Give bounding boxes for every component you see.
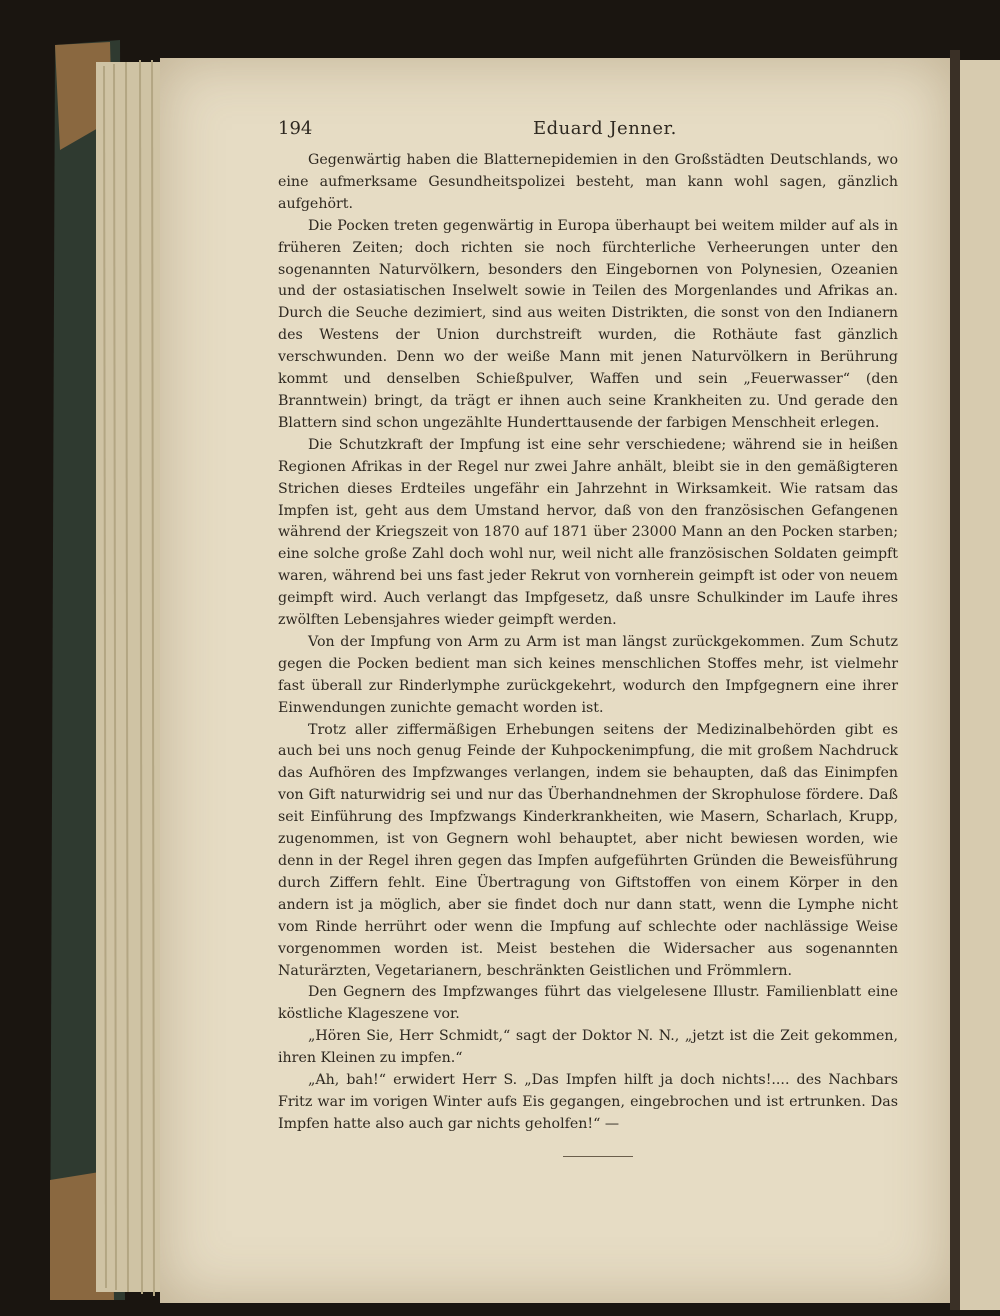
book-page bbox=[160, 58, 950, 1303]
page-number: 194 bbox=[278, 118, 313, 139]
page-text-block bbox=[278, 118, 898, 1157]
gutter bbox=[950, 50, 960, 1310]
paragraph-3: Die Schutzkraft der Impfung ist eine sehr verschiedene; während sie in heißen Regionen Afrikas in der Regel nur zwei Jahre anhält, bleibt sie in den gemäßigteren Strichen dieses Erdteiles ungefähr ein Jahrzehnt in Wirksamkeit. Wie ratsam das Impfen ist, geht aus dem Umstand hervor, daß von den französischen Gefangenen während der Kriegszeit von 1870 auf 1871 über 23000 Mann an den Pocken starben; eine solche große Zahl doch wohl nur, weil nicht alle französischen Soldaten geimpft waren, während bei uns fast jeder Rekrut von vornherein geimpft ist oder von neuem geimpft wird. Auch verlangt das Impfgesetz, daß unsre Schulkinder im Laufe ihres zwölften Lebensjahres wieder geimpft werden. bbox=[278, 436, 898, 629]
paragraph-6: Den Gegnern des Impfzwanges führt das vielgelesene Illustr. Familienblatt eine köstliche Klageszene vor. bbox=[278, 984, 898, 1023]
paragraph-7: „Hören Sie, Herr Schmidt,“ sagt der Doktor N. N., „jetzt ist die Zeit gekommen, ihren Kleinen zu impfen.“ bbox=[278, 1028, 898, 1067]
section-end-rule bbox=[563, 1156, 633, 1157]
facing-page-edge bbox=[960, 60, 1000, 1310]
paragraph-1: Gegenwärtig haben die Blatternepidemien in den Großstädten Deutschlands, wo eine aufmerksame Gesundheitspolizei besteht, man kann wohl sagen, gänzlich aufgehört. bbox=[278, 152, 898, 212]
paragraph-8: „Ah, bah!“ erwidert Herr S. „Das Impfen hilft ja doch nichts!.... des Nachbars Fritz war im vorigen Winter aufs Eis gegangen, eingebrochen und ist ertrunken. Das Impfen hatte also auch gar nichts geholfen!“ — bbox=[278, 1072, 898, 1132]
paragraph-2: Die Pocken treten gegenwärtig in Europa überhaupt bei weitem milder auf als in früheren Zeiten; doch richten sie noch fürchterliche Verheerungen unter den sogenannten Naturvölkern, besonders den Eingebornen von Polynesien, Ozeanien und der ostasiatischen Inselwelt sowie in Teilen des Morgenlandes und Afrikas an. Durch die Seuche dezimiert, sind aus weiten Distrikten, die sonst von den Indianern des Westens der Union durchstreift wurden, die Rothäute fast gänzlich verschwunden. Denn wo der weiße Mann mit jenen Naturvölkern in Berührung kommt und denselben Schießpulver, Waffen und sein „Feuerwasser“ (den Branntwein) bringt, da trägt er ihnen auch seine Krankheiten zu. Und gerade den Blattern sind schon ungezählte Hunderttausende der farbigen Menschheit erlegen. bbox=[278, 217, 898, 431]
paragraph-5: Trotz aller ziffermäßigen Erhebungen seitens der Medizinalbehörden gibt es auch bei uns noch genug Feinde der Kuhpockenimpfung, die mit großem Nachdruck das Aufhören des Impfzwanges verlangen, indem sie behaupten, daß das Einimpfen von Gift naturwidrig sei und nur das Überhandnehmen der Skrophulose fördere. Daß seit Einführung des Impfzwangs Kinderkrankheiten, wie Masern, Scharlach, Krupp, zugenommen, ist von Gegnern wohl behauptet, aber nicht bewiesen worden, wie denn in der Regel ihren gegen das Impfen aufgeführten Gründen die Beweisführung durch Ziffern fehlt. Eine Übertragung von Giftstoffen von einem Körper in den andern ist ja möglich, aber sie findet doch nur dann statt, wenn die Lymphe nicht vom Rinde herrührt oder wenn die Impfung auf schlechte oder nachlässige Weise vorgenommen worden ist. Meist bestehen die Widersacher aus sogenannten Naturärzten, Vegetarianern, beschränkten Geistlichen und Frömmlern. bbox=[278, 721, 898, 979]
paragraph-4: Von der Impfung von Arm zu Arm ist man längst zurückgekommen. Zum Schutz gegen die Pocken bedient man sich keines menschlichen Stoffes mehr, ist vielmehr fast überall zur Rinderlymphe zurückgekehrt, wodurch den Impfgegnern eine ihrer Einwendungen zunichte gemacht worden ist. bbox=[278, 633, 898, 716]
running-title: Eduard Jenner. bbox=[533, 118, 677, 139]
running-head bbox=[278, 118, 898, 146]
